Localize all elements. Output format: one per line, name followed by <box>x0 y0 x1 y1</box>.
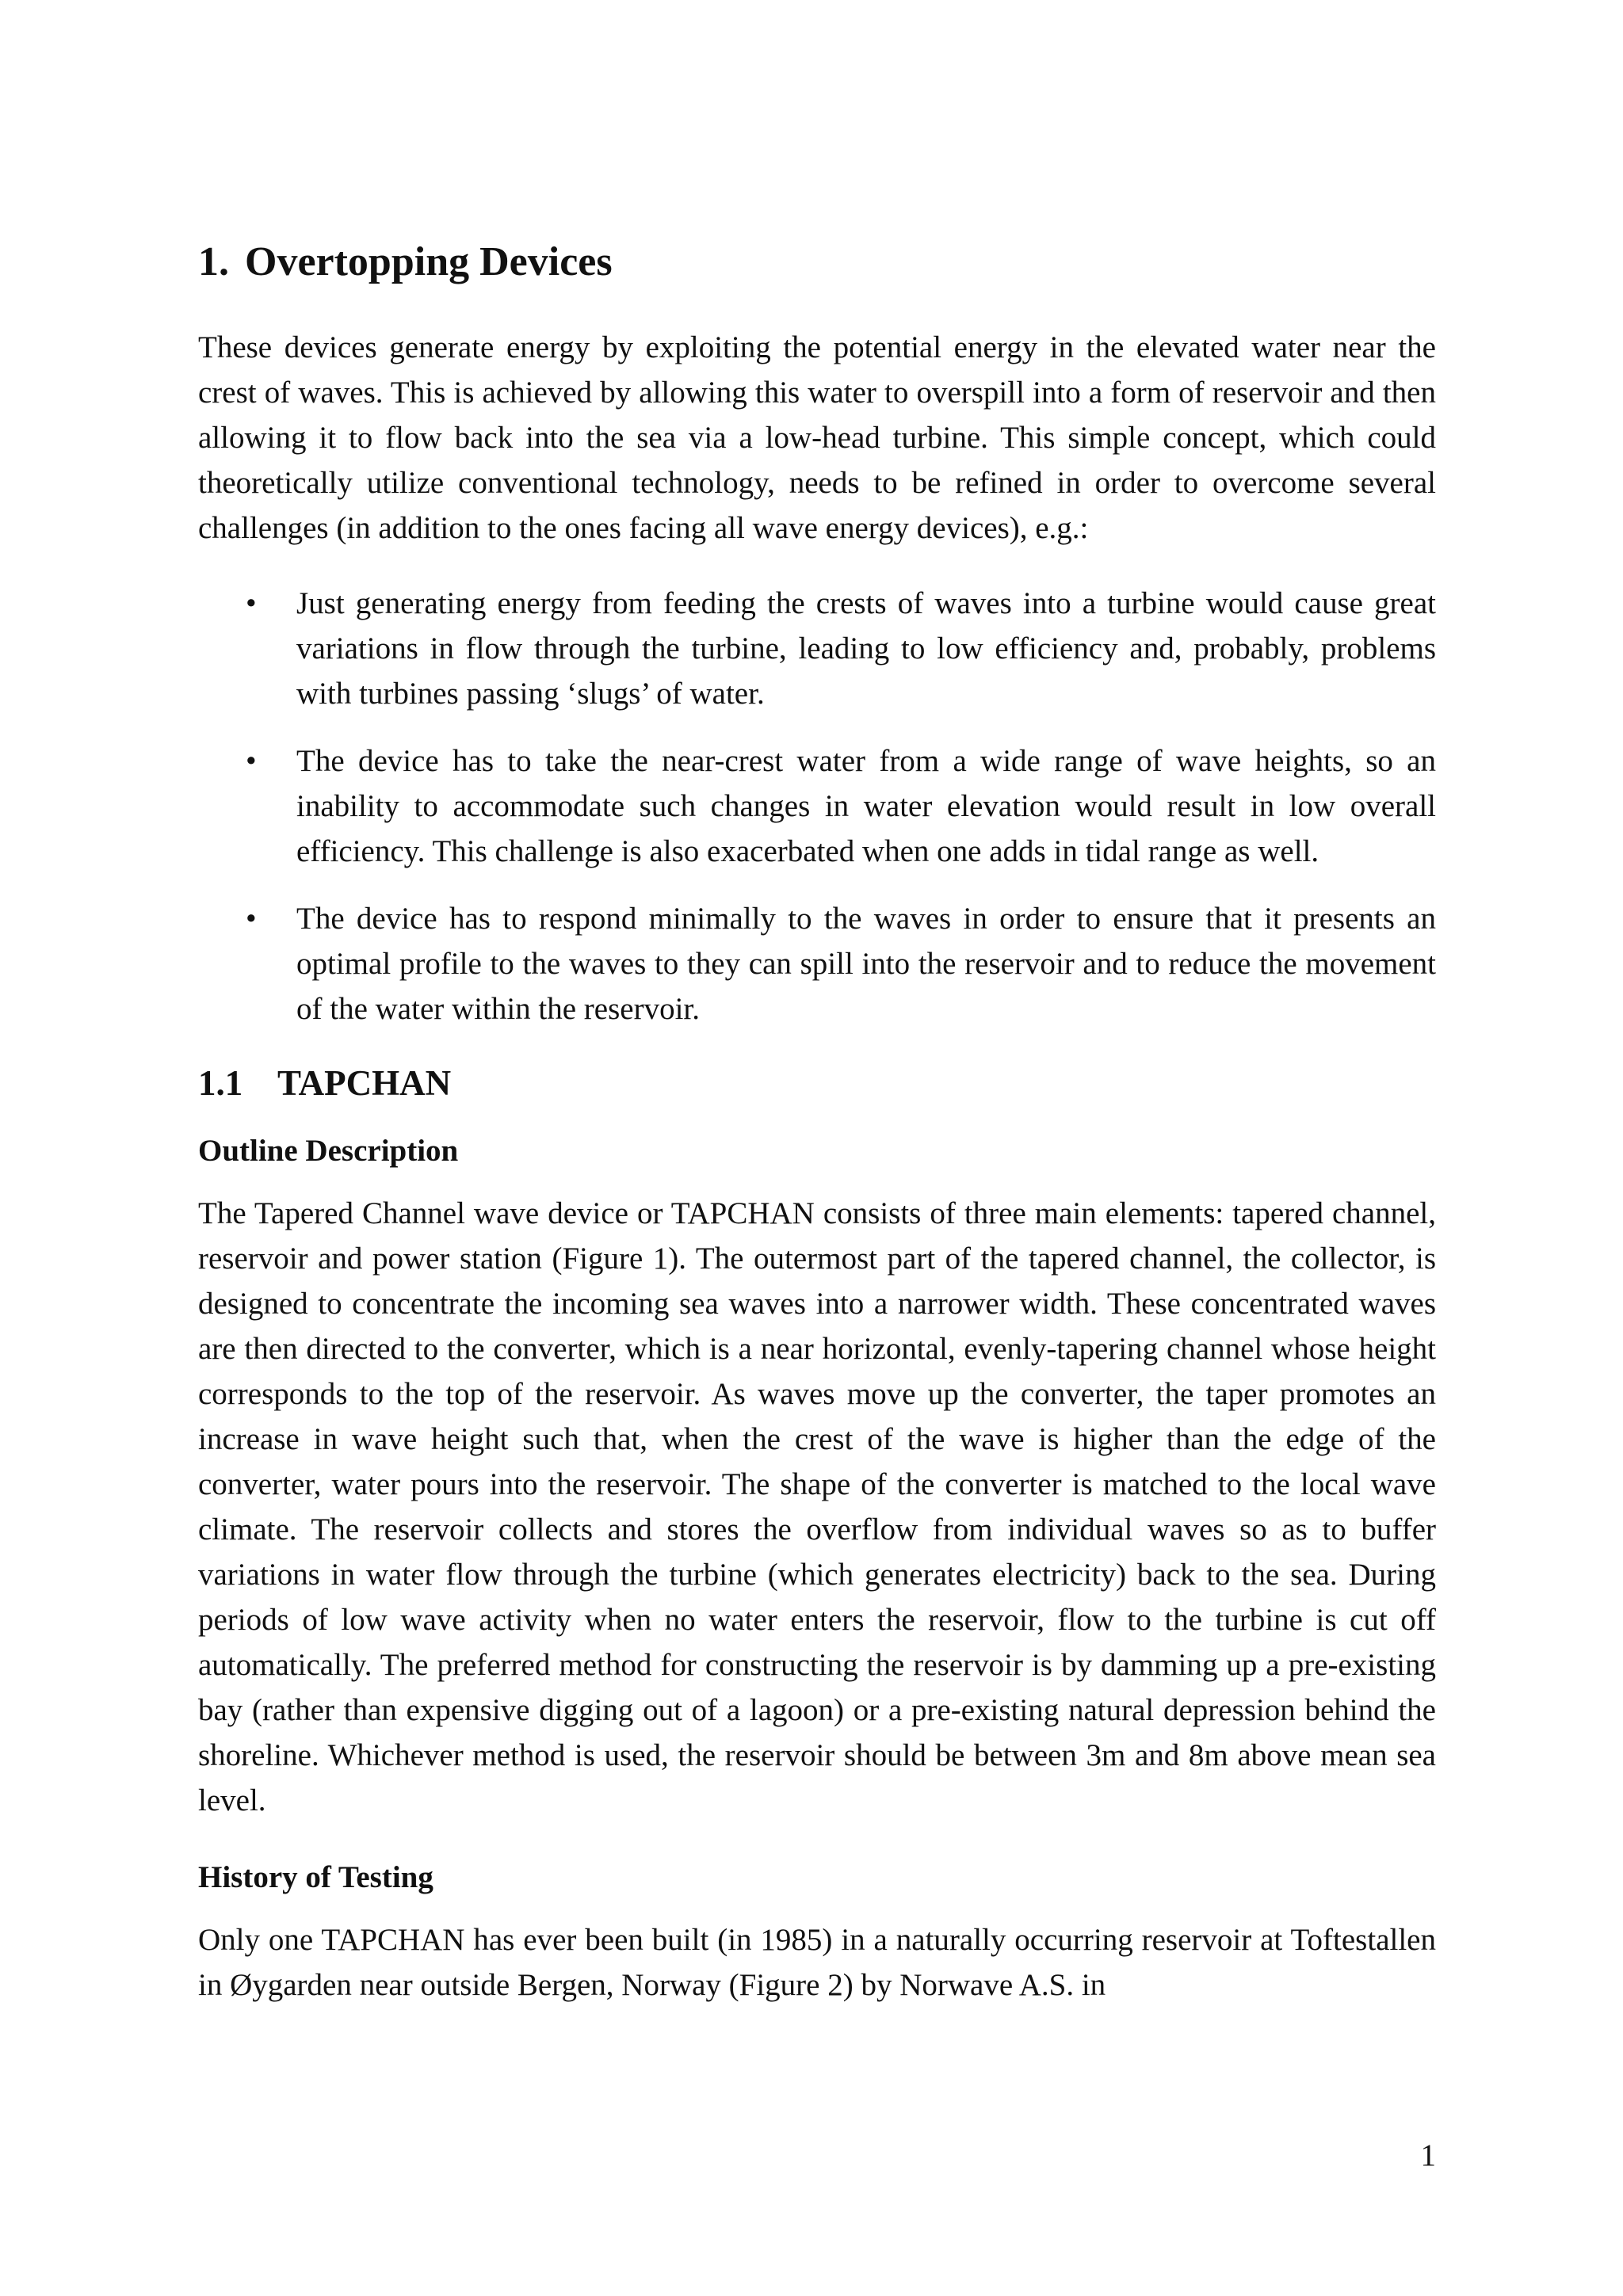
intro-paragraph: These devices generate energy by exploiting the potential energy in the elevated water near the crest of waves. This is achieved by allowing this water to overspill into a form of reservoir and then allowing it to flow back into the sea via a low-head turbine. This simple concept, which could theoretically utilize conventional technology, needs to be refined in order to overcome several challenges (in addition to the ones facing all wave energy devices), e.g.: <box>198 330 1436 546</box>
page-number: 1 <box>1420 2138 1436 2172</box>
subsection-number: 1.1 <box>198 1063 243 1104</box>
list-item-text: The device has to take the near-crest water from a wide range of wave heights, so an inability to accommodate such changes in water elevation would result in low overall efficiency. This challenge is also exacerbated when one adds in tidal range as well. <box>296 744 1436 869</box>
list-item <box>198 581 1436 716</box>
list-item-text: The device has to respond minimally to the waves in order to ensure that it presents an optimal profile to the waves to they can spill into the reservoir and to reduce the movement of the water within the reservoir. <box>296 902 1436 1027</box>
bullet-icon: • <box>246 902 257 936</box>
section-number: 1. <box>198 239 229 284</box>
outline-paragraph: The Tapered Channel wave device or TAPCHAN consists of three main elements: tapered channel, reservoir and power station (Figure 1). The outermost part of the tapered channel, the collector, is designed to concentrate the incoming sea waves into a narrower width. These concentrated waves are then directed to the converter, which is a near horizontal, evenly-tapering channel whose height corresponds to the top of the reservoir. As waves move up the converter, the taper promotes an increase in wave height such that, when the crest of the wave is higher than the edge of the converter, water pours into the reservoir. The shape of the converter is matched to the local wave climate. The reservoir collects and stores the overflow from individual waves so as to buffer variations in water flow through the turbine (which generates electricity) back to the sea. During periods of low wave activity when no water enters the reservoir, flow to the turbine is cut off automatically. The preferred method for constructing the reservoir is by damming up a pre-existing bay (rather than expensive digging out of a lagoon) or a pre-existing natural depression behind the shoreline. Whichever method is used, the reservoir should be between 3m and 8m above mean sea level. <box>198 1196 1436 1818</box>
subsection-heading <box>198 1062 1436 1104</box>
list-item-text: Just generating energy from feeding the crests of waves into a turbine would cause great variations in flow through the turbine, leading to low efficiency and, probably, problems with turbines passing ‘slugs’ of water. <box>296 586 1436 711</box>
section-heading <box>198 238 1436 287</box>
subsection-title: TAPCHAN <box>277 1063 452 1104</box>
outline-heading: Outline Description <box>198 1134 459 1169</box>
challenge-list <box>198 581 1436 1032</box>
section-title: Overtopping Devices <box>245 239 613 284</box>
bullet-icon: • <box>246 744 257 779</box>
bullet-icon: • <box>246 586 257 621</box>
history-paragraph: Only one TAPCHAN has ever been built (in 1985) in a naturally occurring reservoir at Toftestallen in Øygarden near outside Bergen, Norway (Figure 2) by Norwave A.S. in <box>198 1923 1436 2003</box>
spacer <box>198 1823 1436 1855</box>
page-content <box>198 238 1436 2008</box>
list-item <box>198 896 1436 1032</box>
list-item <box>198 738 1436 874</box>
history-heading: History of Testing <box>198 1860 433 1895</box>
